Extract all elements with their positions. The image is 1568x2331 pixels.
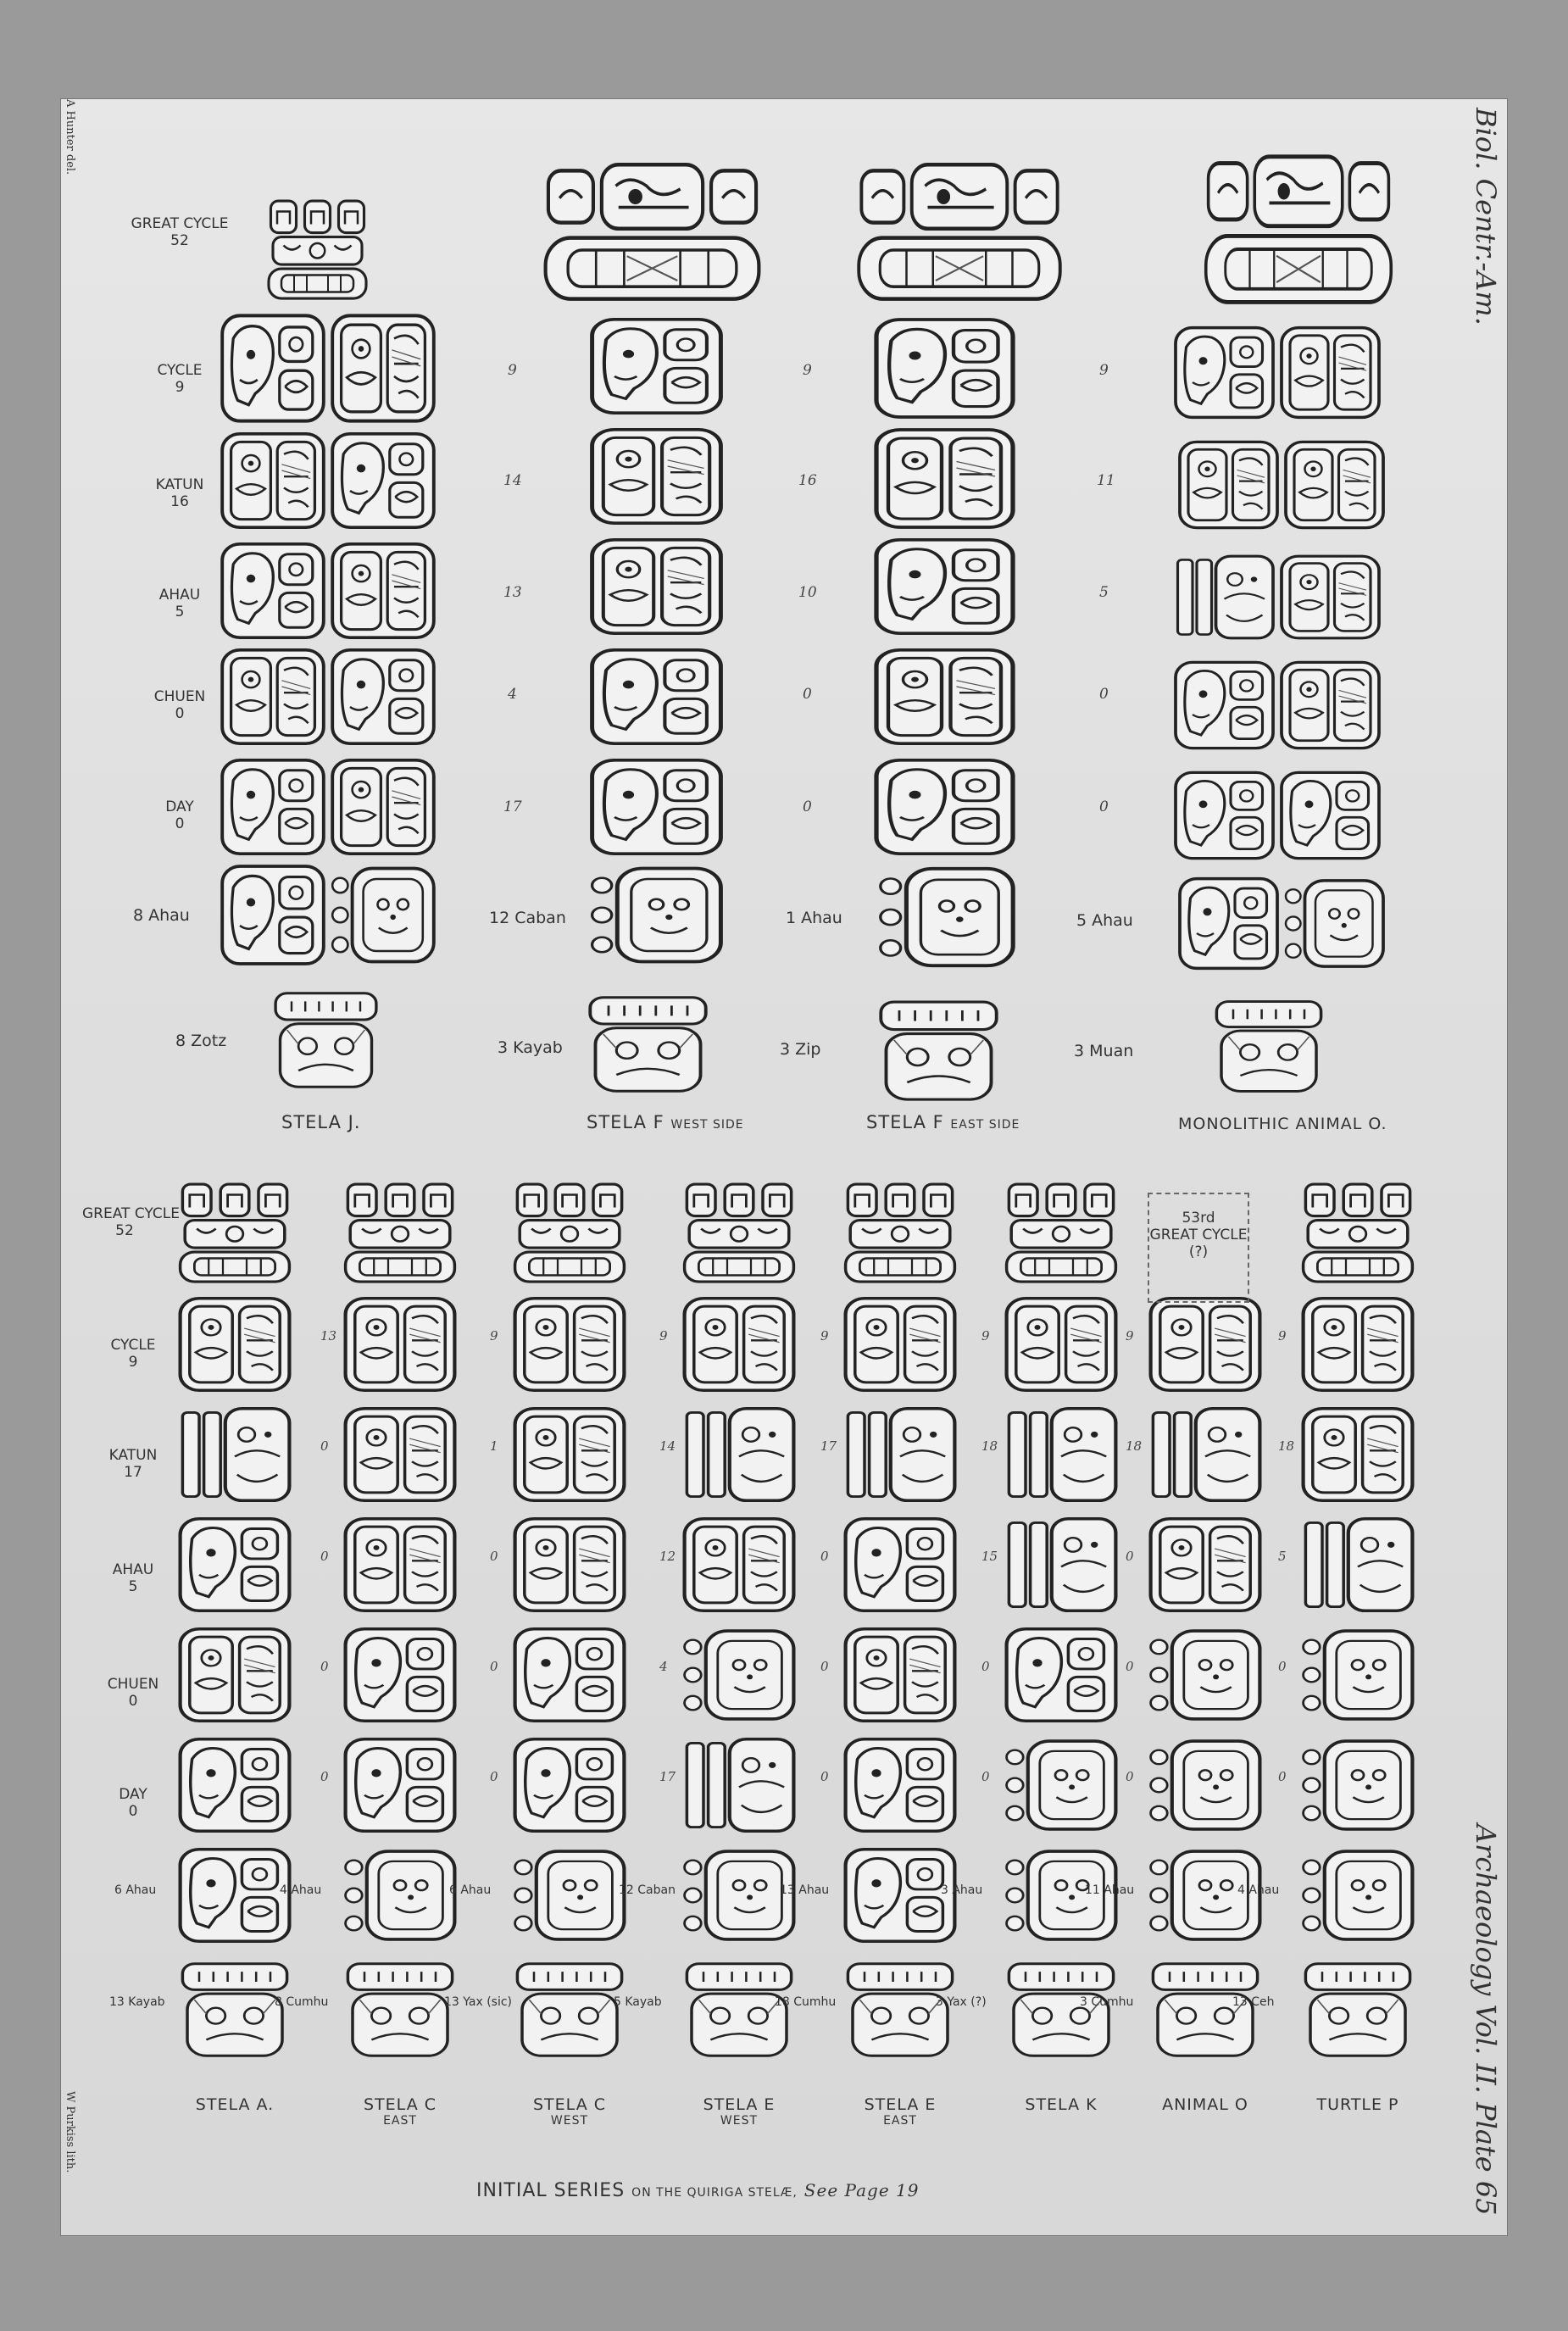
top-month-stela-j-label: 8 Zotz <box>175 1032 227 1050</box>
animal-o-top-day-number: 0 <box>1099 798 1109 815</box>
turtle-p-day-sign-label: 4 Ahau <box>1237 1883 1280 1897</box>
stela-f-east-katun-glyph <box>870 426 1019 531</box>
stela-c-west-cycle-number: 9 <box>490 1328 498 1344</box>
animal-o-ahau-number: 0 <box>1126 1549 1134 1564</box>
stela-j-month-glyph <box>269 989 383 1091</box>
stela-e-east-caption-sub: EAST <box>883 2114 917 2128</box>
stela-f-west-month: 3 Kayab <box>498 1038 563 1057</box>
stela-c-west-day-sign-label: 6 Ahau <box>449 1883 492 1897</box>
turtle-p-month-label: 13 Ceh <box>1232 1995 1275 2009</box>
turtle-p-katun-number: 18 <box>1278 1438 1295 1454</box>
stela-f-east-month: 3 Zip <box>780 1040 821 1059</box>
stela-c-west-katun-glyph <box>510 1405 629 1505</box>
bottom-row-great-cycle: GREAT CYCLE 52 <box>82 1205 180 1239</box>
stela-f-west-cycle-number: 9 <box>508 362 517 379</box>
stela-c-east-katun-glyph <box>341 1405 459 1505</box>
stela-c-west-month-label: 13 Yax (sic) <box>444 1995 513 2009</box>
turtle-p-caption-title: TURTLE P <box>1316 2095 1399 2114</box>
stela-f-east-day-glyph <box>870 756 1019 858</box>
stela-e-east-day-number: 0 <box>820 1769 829 1784</box>
stela-e-west-day-number: 17 <box>659 1769 676 1784</box>
bottom-row-cycle: CYCLE 9 <box>110 1337 156 1371</box>
stela-f-east-day-number: 0 <box>803 798 812 815</box>
stela-e-east-katun-number: 17 <box>820 1438 837 1454</box>
stela-e-east-caption-title: STELA E <box>864 2095 937 2114</box>
turtle-p-chuen-number: 0 <box>1278 1659 1287 1674</box>
stela-e-west-ahau-glyph <box>680 1515 798 1615</box>
stela-e-west-cycle-number: 9 <box>659 1328 668 1344</box>
top-row-ahau: AHAU 5 <box>158 587 201 620</box>
stela-f-west-katun-number: 14 <box>503 472 522 489</box>
turtle-p-day-number: 0 <box>1278 1769 1287 1784</box>
turtle-p-month-glyph <box>1298 1960 1417 2060</box>
stela-k-ahau-glyph <box>1002 1515 1120 1615</box>
stela-f-west-chuen-number: 4 <box>508 686 517 703</box>
stela-a-caption-title: STELA A. <box>195 2095 275 2114</box>
stela-f-east-day-sign: 1 Ahau <box>786 909 842 927</box>
turtle-p-great-cycle-glyph <box>1298 1180 1417 1286</box>
stela-f-east-cycle-number: 9 <box>803 362 812 379</box>
stela-a-day-glyph <box>175 1735 294 1835</box>
stela-k-day-glyph <box>1002 1735 1120 1835</box>
stela-k-day-number: 0 <box>981 1769 990 1784</box>
stela-a-caption <box>167 2095 303 2114</box>
stela-e-west-cycle-glyph <box>680 1294 798 1394</box>
stela-e-east-month-label: 18 Cumhu <box>775 1995 837 2009</box>
top-row-day: DAY 0 <box>165 798 194 832</box>
stela-c-east-day-glyph <box>341 1735 459 1835</box>
delineator-credit: A Hunter del. <box>64 99 76 175</box>
stela-j-day-sign-glyph <box>218 862 438 968</box>
stela-f-east-chuen-number: 0 <box>803 686 812 703</box>
stela-a-chuen-glyph <box>175 1625 294 1725</box>
stela-c-east-chuen-glyph <box>341 1625 459 1725</box>
animal-o-caption-title: ANIMAL O <box>1162 2095 1248 2114</box>
publication-title: Biol. Centr.-Am. <box>1470 108 1502 325</box>
stela-c-east-chuen-number: 0 <box>320 1659 329 1674</box>
stela-e-east-month-glyph <box>841 1960 959 2060</box>
stela-k-day-sign-label: 3 Ahau <box>941 1883 983 1897</box>
stela-a-cycle-glyph <box>175 1294 294 1394</box>
stela-k-cycle-glyph <box>1002 1294 1120 1394</box>
animal-o-top-caption: MONOLITHIC ANIMAL O. <box>1178 1115 1387 1133</box>
stela-c-west-caption-title: STELA C <box>533 2095 606 2114</box>
stela-c-west-day-glyph <box>510 1735 629 1835</box>
stela-j-day-glyph <box>218 756 438 858</box>
stela-a-katun-glyph <box>175 1405 294 1505</box>
animal-o-day-number: 0 <box>1126 1769 1134 1784</box>
animal-o-day-glyph <box>1146 1735 1265 1835</box>
stela-f-west-cycle-glyph <box>587 315 726 417</box>
stela-f-east-katun-number: 16 <box>798 472 817 489</box>
stela-f-west-ahau-glyph <box>587 536 726 637</box>
stela-c-east-caption-sub: EAST <box>383 2114 417 2128</box>
animal-o-top-katun-number: 11 <box>1097 472 1115 489</box>
plate-number: Archaeology Vol. II. Plate 65 <box>1470 1824 1502 2216</box>
animal-o-chuen-glyph <box>1146 1625 1265 1725</box>
stela-k-cycle-number: 9 <box>981 1328 990 1344</box>
animal-o-top-cycle-glyph <box>1171 324 1383 421</box>
animal-o-month-label: 3 Cumhu <box>1080 1995 1134 2009</box>
stela-e-east-katun-glyph <box>841 1405 959 1505</box>
lithographer-credit: W Purkiss lith. <box>64 2091 76 2173</box>
animal-o-caption <box>1137 2095 1273 2114</box>
stela-c-east-day-number: 0 <box>320 1769 329 1784</box>
stela-c-west-chuen-glyph <box>510 1625 629 1725</box>
animal-o-month-glyph <box>1146 1960 1265 2060</box>
stela-c-west-ahau-glyph <box>510 1515 629 1615</box>
stela-k-ahau-number: 15 <box>981 1549 998 1564</box>
stela-f-west-ahau-number: 13 <box>503 584 522 601</box>
stela-c-west-katun-number: 1 <box>490 1438 498 1454</box>
stela-e-east-ahau-glyph <box>841 1515 959 1615</box>
turtle-p-day-glyph <box>1298 1735 1417 1835</box>
stela-j-cycle-glyph <box>218 311 438 426</box>
stela-f-east-great-cycle-glyph <box>854 159 1065 311</box>
plate <box>61 99 1507 2235</box>
stela-f-west-day-sign: 12 Caban <box>489 909 566 927</box>
stela-c-east-month-glyph <box>341 1960 459 2060</box>
stela-c-west-caption-sub: WEST <box>550 2114 589 2128</box>
turtle-p-day-sign-glyph <box>1298 1845 1417 1945</box>
stela-e-west-katun-glyph <box>680 1405 798 1505</box>
animal-o-katun-glyph <box>1146 1405 1265 1505</box>
stela-e-west-chuen-glyph <box>680 1625 798 1725</box>
stela-f-west-katun-glyph <box>587 426 726 527</box>
stela-e-east-great-cycle-glyph <box>841 1180 959 1286</box>
stela-e-east-day-sign-label: 13 Ahau <box>780 1883 830 1897</box>
stela-k-katun-glyph <box>1002 1405 1120 1505</box>
stela-c-west-cycle-glyph <box>510 1294 629 1394</box>
turtle-p-ahau-number: 5 <box>1278 1549 1287 1564</box>
stela-e-east-chuen-glyph <box>841 1625 959 1725</box>
stela-e-east-ahau-number: 0 <box>820 1549 829 1564</box>
stela-f-west-caption: STELA F WEST SIDE <box>587 1112 744 1132</box>
stela-c-east-day-sign-glyph <box>341 1845 459 1945</box>
stela-c-west-chuen-number: 0 <box>490 1659 498 1674</box>
bottom-row-chuen: CHUEN 0 <box>107 1676 159 1710</box>
stela-e-east-cycle-number: 9 <box>820 1328 829 1344</box>
animal-o-katun-number: 18 <box>1126 1438 1143 1454</box>
stela-a-day-sign-glyph <box>175 1845 294 1945</box>
top-row-great-cycle: GREAT CYCLE 52 <box>131 215 229 249</box>
stela-f-west-great-cycle-glyph <box>540 159 765 311</box>
animal-o-top-chuen-number: 0 <box>1099 686 1109 703</box>
stela-j-katun-glyph <box>218 430 438 531</box>
stela-a-great-cycle-glyph <box>175 1180 294 1286</box>
stela-a-month-glyph <box>175 1960 294 2060</box>
bottom-row-day: DAY 0 <box>119 1786 147 1820</box>
stela-k-chuen-number: 0 <box>981 1659 990 1674</box>
stela-a-month-label: 13 Kayab <box>109 1995 165 2009</box>
stela-e-west-caption <box>671 2095 807 2128</box>
animal-o-top-month: 3 Muan <box>1074 1042 1134 1060</box>
stela-e-east-cycle-glyph <box>841 1294 959 1394</box>
stela-c-west-day-sign-glyph <box>510 1845 629 1945</box>
stela-k-month-glyph <box>1002 1960 1120 2060</box>
stela-k-month-label: 3 Yax (?) <box>936 1995 987 2009</box>
great-cycle-note: 53rd GREAT CYCLE (?) <box>1148 1193 1249 1303</box>
stela-j-chuen-glyph <box>218 646 438 748</box>
stela-f-west-day-glyph <box>587 756 726 858</box>
animal-o-day-sign-label: 11 Ahau <box>1085 1883 1135 1897</box>
animal-o-top-month-glyph <box>1209 998 1328 1095</box>
animal-o-top-katun-glyph <box>1176 438 1387 531</box>
stela-c-east-caption-title: STELA C <box>364 2095 436 2114</box>
stela-k-chuen-glyph <box>1002 1625 1120 1725</box>
animal-o-chuen-number: 0 <box>1126 1659 1134 1674</box>
bottom-row-ahau: AHAU 5 <box>112 1561 154 1595</box>
stela-a-ahau-glyph <box>175 1515 294 1615</box>
stela-e-west-day-glyph <box>680 1735 798 1835</box>
stela-c-east-cycle-glyph <box>341 1294 459 1394</box>
animal-o-top-ahau-number: 5 <box>1099 584 1109 601</box>
stela-k-caption-title: STELA K <box>1025 2095 1098 2114</box>
stela-c-west-month-glyph <box>510 1960 629 2060</box>
stela-c-west-great-cycle-glyph <box>510 1180 629 1286</box>
stela-k-caption <box>993 2095 1129 2114</box>
stela-e-east-day-glyph <box>841 1735 959 1835</box>
top-row-chuen: CHUEN 0 <box>153 688 206 722</box>
stela-f-east-ahau-glyph <box>870 536 1019 637</box>
stela-f-east-month-glyph <box>873 998 1004 1104</box>
top-row-cycle: CYCLE 9 <box>157 362 203 396</box>
stela-e-west-day-sign-label: 12 Caban <box>619 1883 676 1897</box>
stela-e-west-ahau-number: 12 <box>659 1549 676 1564</box>
stela-c-east-ahau-number: 0 <box>320 1549 329 1564</box>
bottom-row-katun: KATUN 17 <box>108 1447 158 1481</box>
stela-c-east-month-label: 8 Cumhu <box>275 1995 329 2009</box>
animal-o-top-day-sign: 5 Ahau <box>1076 911 1133 930</box>
stela-k-katun-number: 18 <box>981 1438 998 1454</box>
stela-c-east-day-sign-label: 4 Ahau <box>280 1883 322 1897</box>
top-row-day-sign: 8 Ahau <box>133 906 190 925</box>
stela-f-west-day-number: 17 <box>503 798 522 815</box>
stela-e-west-caption-title: STELA E <box>703 2095 776 2114</box>
stela-c-east-great-cycle-glyph <box>341 1180 459 1286</box>
animal-o-top-cycle-number: 9 <box>1099 362 1109 379</box>
stela-k-great-cycle-glyph <box>1002 1180 1120 1286</box>
stela-e-east-chuen-number: 0 <box>820 1659 829 1674</box>
turtle-p-ahau-glyph <box>1298 1515 1417 1615</box>
plate-caption: INITIAL SERIES ON THE QUIRIGA STELÆ, See Page 19 <box>476 2180 920 2201</box>
stela-f-east-chuen-glyph <box>870 646 1019 748</box>
stela-a-day-sign-label: 6 Ahau <box>114 1883 157 1897</box>
stela-f-east-caption: STELA F EAST SIDE <box>866 1112 1020 1132</box>
stela-f-west-chuen-glyph <box>587 646 726 748</box>
animal-o-great-cycle-glyph <box>1201 150 1396 315</box>
stela-f-east-day-sign-glyph <box>875 862 1019 972</box>
turtle-p-katun-glyph <box>1298 1405 1417 1505</box>
stela-c-west-day-number: 0 <box>490 1769 498 1784</box>
stela-e-west-great-cycle-glyph <box>680 1180 798 1286</box>
animal-o-top-day-glyph <box>1171 769 1383 862</box>
stela-e-east-caption <box>832 2095 968 2128</box>
stela-c-east-ahau-glyph <box>341 1515 459 1615</box>
animal-o-top-ahau-glyph <box>1171 553 1383 642</box>
stela-j-caption: STELA J. <box>281 1112 361 1132</box>
stela-j-ahau-glyph <box>218 540 438 642</box>
animal-o-cycle-glyph <box>1146 1294 1265 1394</box>
stela-c-west-ahau-number: 0 <box>490 1549 498 1564</box>
stela-f-east-ahau-number: 10 <box>798 584 817 601</box>
animal-o-top-chuen-glyph <box>1171 659 1383 752</box>
turtle-p-cycle-number: 9 <box>1278 1328 1287 1344</box>
stela-e-west-caption-sub: WEST <box>720 2114 759 2128</box>
animal-o-top-day-sign-glyph <box>1176 875 1387 972</box>
turtle-p-cycle-glyph <box>1298 1294 1417 1394</box>
turtle-p-chuen-glyph <box>1298 1625 1417 1725</box>
stela-c-east-cycle-number: 13 <box>320 1328 337 1344</box>
stela-c-west-caption <box>502 2095 637 2128</box>
stela-f-west-month-glyph <box>582 993 714 1095</box>
stela-f-east-cycle-glyph <box>870 315 1019 421</box>
stela-e-west-chuen-number: 4 <box>659 1659 668 1674</box>
stela-c-east-katun-number: 0 <box>320 1438 329 1454</box>
stela-e-west-month-glyph <box>680 1960 798 2060</box>
stela-e-west-month-label: 5 Kayab <box>614 1995 662 2009</box>
stela-c-east-caption <box>332 2095 468 2128</box>
animal-o-cycle-number: 9 <box>1126 1328 1134 1344</box>
animal-o-ahau-glyph <box>1146 1515 1265 1615</box>
turtle-p-caption <box>1290 2095 1426 2114</box>
top-row-katun: KATUN 16 <box>155 476 204 510</box>
stela-e-west-katun-number: 14 <box>659 1438 676 1454</box>
stela-f-west-day-sign-glyph <box>587 862 726 968</box>
